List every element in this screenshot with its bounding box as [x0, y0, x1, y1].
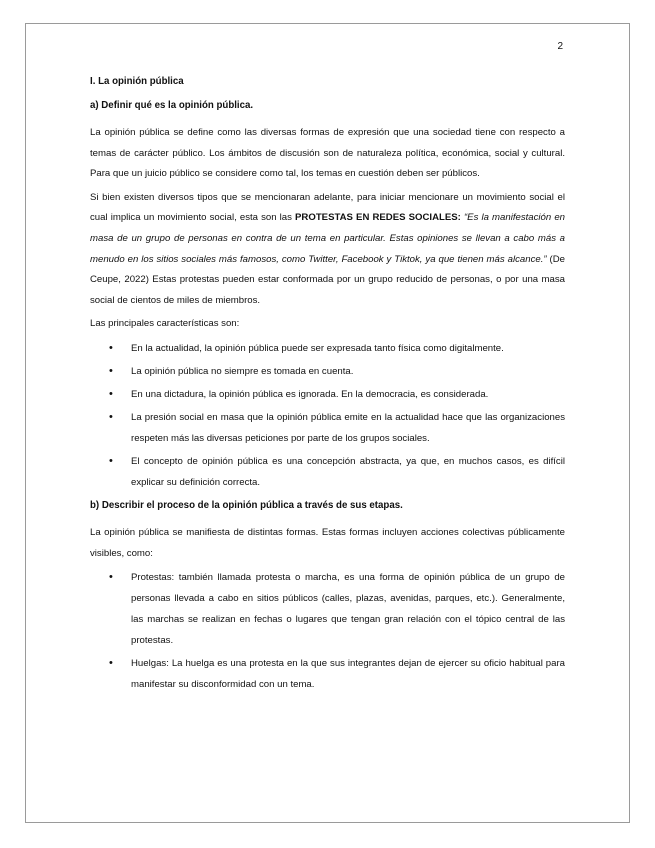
- subheading-b: b) Describir el proceso de la opinión pública a través de sus etapas.: [90, 499, 403, 511]
- bullet-icon: •: [109, 454, 113, 467]
- paragraph-definition: La opinión pública se define como las diversas formas de expresión que una sociedad tiene con respecto a temas de carácter público. Los ámbitos de discusión son de naturaleza política, económica, social y cultural. Para que un juicio público se considere como tal, los temas en cuestión deben ser públicos.: [90, 127, 565, 180]
- section-title: I. La opinión pública: [90, 76, 184, 87]
- bullet-icon: •: [109, 364, 113, 377]
- subheading-a: a) Definir qué es la opinión pública.: [90, 100, 254, 111]
- page-content: [90, 75, 565, 699]
- page-number: 2: [557, 41, 563, 52]
- bullet-icon: •: [109, 571, 113, 584]
- paragraph-protests-text-2: (De Ceupe, 2022) Estas protestas pueden estar conformada por un grupo reducido de personas, o por una masa social de cientos de miles de miembros.: [90, 253, 565, 306]
- paragraph-protests: [90, 188, 565, 312]
- list-item: [90, 338, 565, 359]
- list-item: [90, 653, 565, 695]
- list-item-text: Huelgas: La huelga es una protesta en la que sus integrantes dejan de ejercer su oficio habitual para manifestar su disconformidad con un tema.: [131, 658, 565, 691]
- list-item: [90, 451, 565, 493]
- list-item: [90, 384, 565, 405]
- list-item: [90, 361, 565, 382]
- paragraph-characteristics-intro: Las principales características son:: [90, 318, 240, 330]
- paragraph-protests-quote: “Es la manifestación en masa de un grupo de personas en contra de un tema en particular. Estas opiniones se llevan a cabo más a menudo en los sitios sociales más famosos, como Twitter, Facebook y Tiktok, ya que tienen más alcance.”: [90, 212, 566, 265]
- forms-list: [90, 567, 565, 695]
- document-page: [25, 23, 630, 823]
- bullet-icon: •: [109, 657, 113, 670]
- list-item-text: El concepto de opinión pública es una concepción abstracta, ya que, en muchos casos, es difícil explicar su definición correcta.: [131, 455, 565, 488]
- list-item-text: En la actualidad, la opinión pública puede ser expresada tanto física como digitalmente.: [131, 342, 504, 354]
- list-item: [90, 567, 565, 651]
- list-item-text: La presión social en masa que la opinión pública emite en la actualidad hace que las organizaciones respeten más las diversas peticiones por parte de los grupos sociales.: [131, 411, 565, 444]
- paragraph-protests-text-1: Si bien existen diversos tipos que se mencionaran adelante, para iniciar mencionare un movimiento social el cual implica un movimiento social, esta son las: [90, 191, 565, 224]
- bullet-icon: •: [109, 387, 113, 400]
- list-item: [90, 407, 565, 449]
- list-item-text: Protestas: también llamada protesta o marcha, es una forma de opinión pública de un grupo de personas llevada a cabo en sitios públicos (calles, plazas, avenidas, parques, etc.). Generalmente, las marchas se realizan en fechas o lugares que tengan gran relación con el tópico central de las protestas.: [131, 572, 565, 647]
- paragraph-protests-bold: PROTESTAS EN REDES SOCIALES:: [295, 212, 461, 224]
- bullet-icon: •: [109, 410, 113, 423]
- list-item-text: En una dictadura, la opinión pública es ignorada. En la democracia, es considerada.: [131, 388, 489, 400]
- list-item-text: La opinión pública no siempre es tomada en cuenta.: [131, 365, 354, 377]
- characteristics-list: [90, 338, 565, 493]
- paragraph-forms: La opinión pública se manifiesta de distintas formas. Estas formas incluyen acciones colectivas públicamente visibles, como:: [90, 526, 565, 559]
- bullet-icon: •: [109, 341, 113, 354]
